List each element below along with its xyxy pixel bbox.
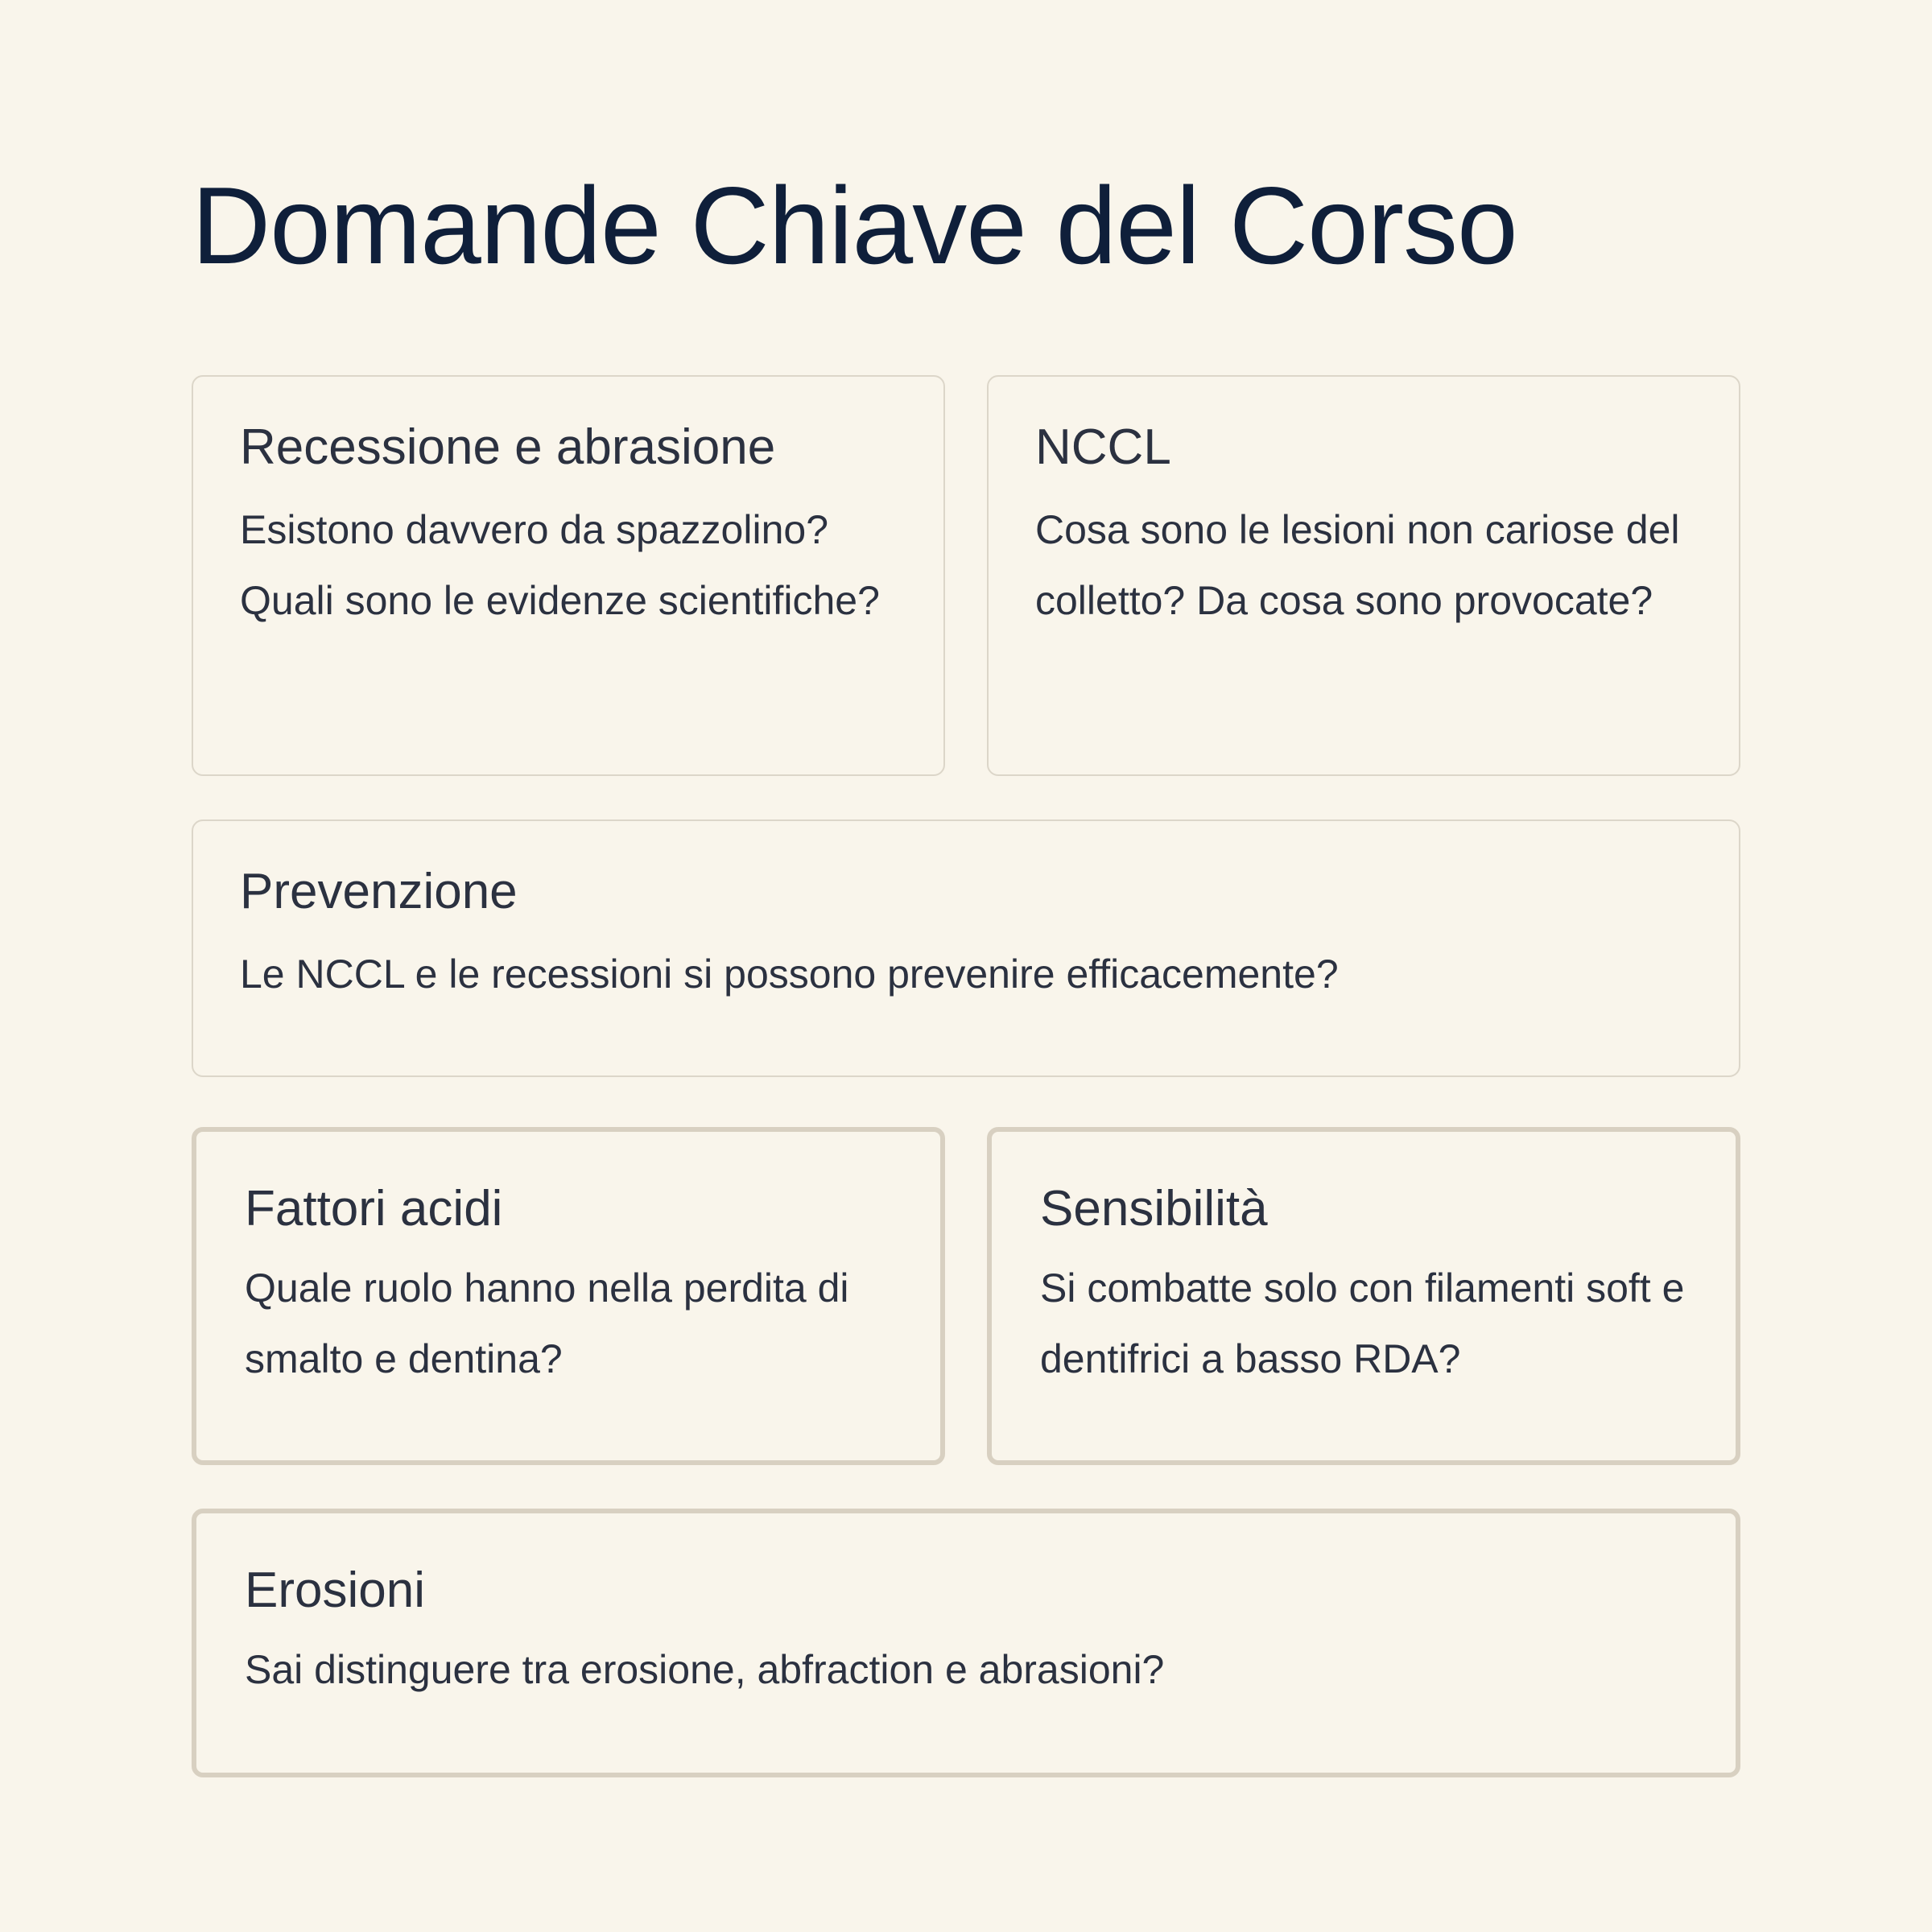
card-title: Recessione e abrasione <box>240 419 776 475</box>
card-title: NCCL <box>1035 419 1171 475</box>
card-nccl <box>987 375 1740 776</box>
card-body: Cosa sono le lesioni non cariose del colletto? Da cosa sono provocate? <box>1035 507 1680 623</box>
page-title: Domande Chiave del Corso <box>192 164 1517 287</box>
card-fattori-acidi <box>192 1127 945 1465</box>
card-body: Le NCCL e le recessioni si possono prevenire efficacemente? <box>240 952 1339 997</box>
card-sensibilita <box>987 1127 1740 1465</box>
card-erosioni <box>192 1509 1740 1777</box>
card-title: Fattori acidi <box>245 1181 503 1236</box>
card-title: Sensibilità <box>1040 1181 1268 1236</box>
card-title: Prevenzione <box>240 864 518 919</box>
card-body: Si combatte solo con filamenti soft e dentifrici a basso RDA? <box>1040 1265 1685 1381</box>
card-body: Quale ruolo hanno nella perdita di smalto e dentina? <box>245 1265 849 1381</box>
card-title: Erosioni <box>245 1563 425 1618</box>
card-body: Sai distinguere tra erosione, abfraction e abrasioni? <box>245 1647 1165 1692</box>
card-body: Esistono davvero da spazzolino? Quali sono le evidenze scientifiche? <box>240 507 880 623</box>
card-prevenzione <box>192 819 1740 1077</box>
card-recessione-abrasione <box>192 375 945 776</box>
